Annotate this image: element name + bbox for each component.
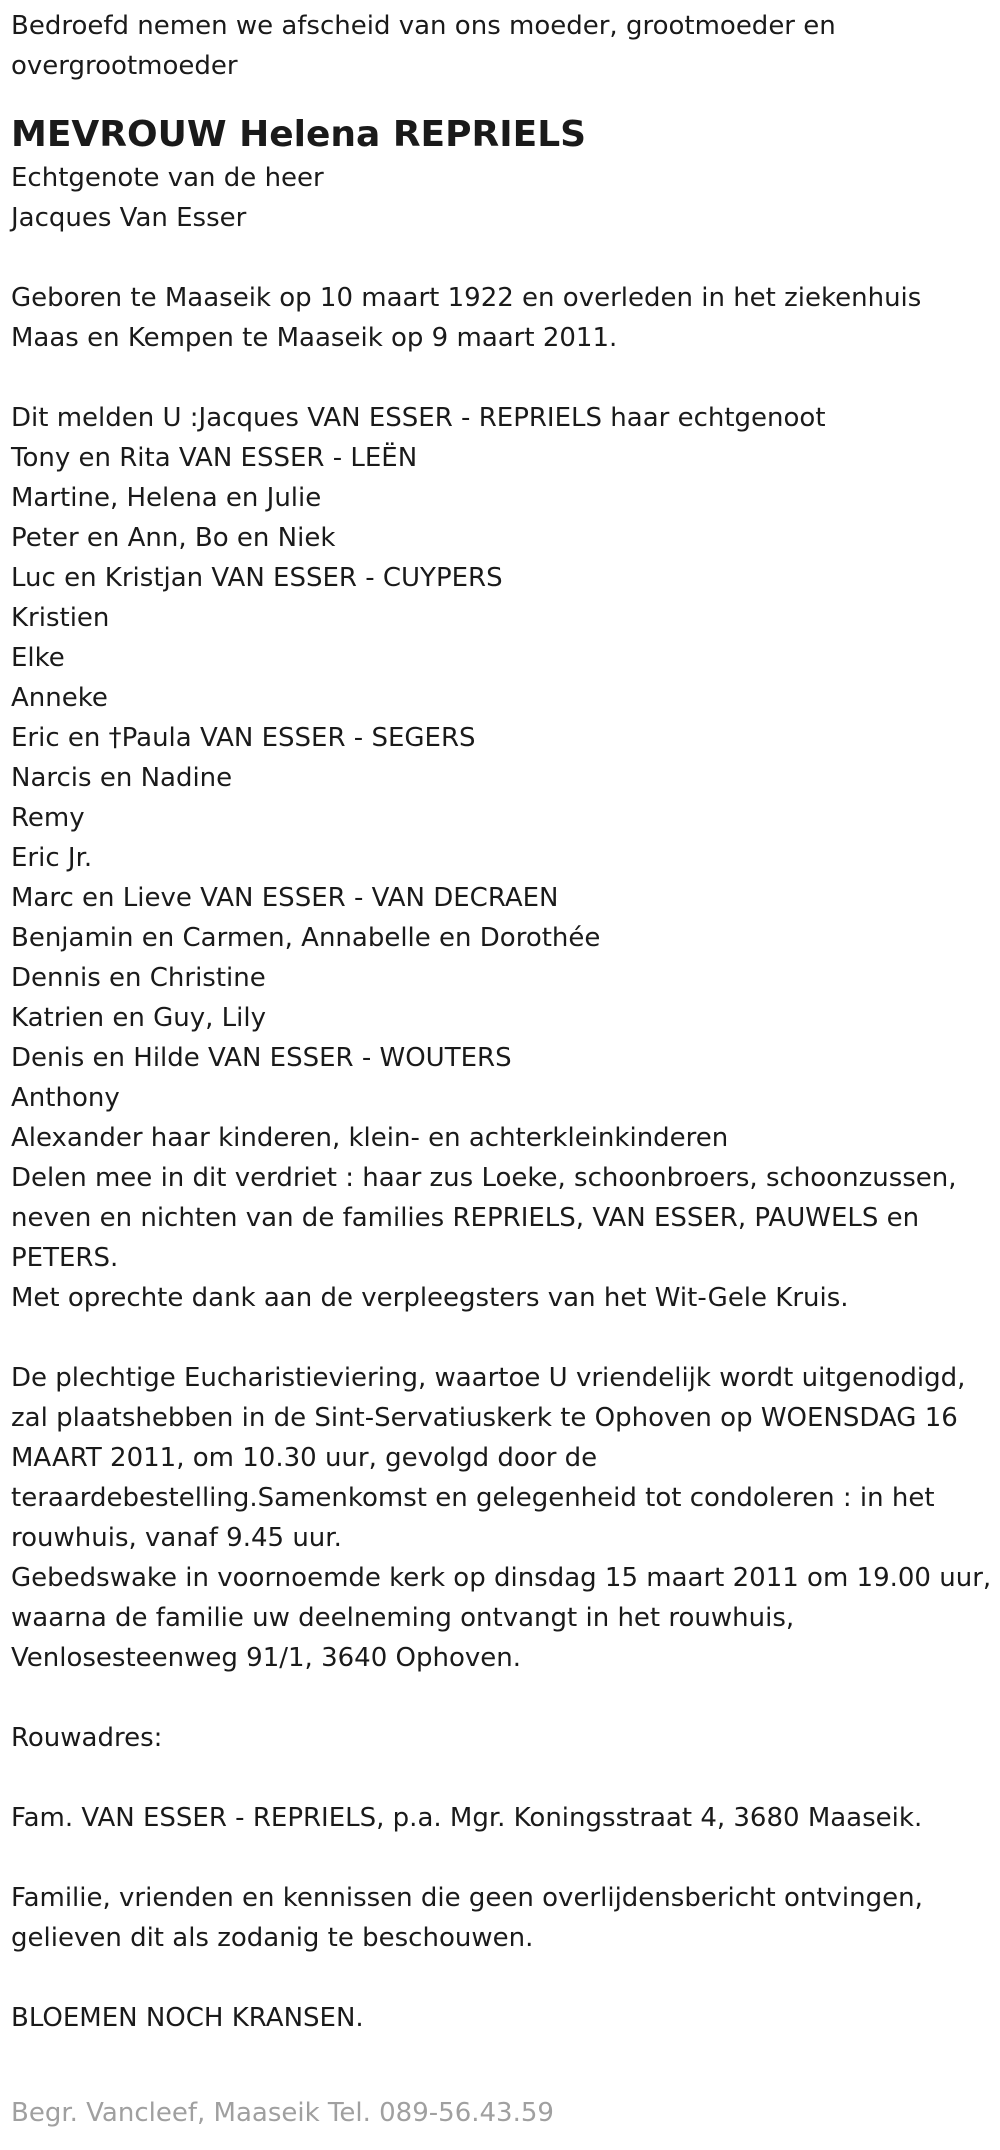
notice-line: Familie, vrienden en kennissen die geen overlijdensbericht ontvingen, [11,1883,923,1913]
family-line: Anneke [11,683,108,713]
family-line: Met oprechte dank aan de verpleegsters van het Wit-Gele Kruis. [11,1283,849,1313]
intro-line: Bedroefd nemen we afscheid van ons moeder, grootmoeder en [11,11,836,41]
family-line: Delen mee in dit verdriet : haar zus Loeke, schoonbroers, schoonzussen, [11,1163,957,1193]
family-line: Peter en Ann, Bo en Niek [11,523,336,553]
family-line: Alexander haar kinderen, klein- en achterkleinkinderen [11,1123,729,1153]
family-list [11,398,1000,1318]
family-line: Marc en Lieve VAN ESSER - VAN DECRAEN [11,883,559,913]
family-line: Narcis en Nadine [11,763,233,793]
family-line: neven en nichten van de families REPRIELS, VAN ESSER, PAUWELS en [11,1203,920,1233]
spacer [11,1318,1000,1358]
family-line: Eric en †Paula VAN ESSER - SEGERS [11,723,476,753]
spacer [11,1838,1000,1878]
family-line: Eric Jr. [11,843,93,873]
family-line: Kristien [11,603,110,633]
family-line: Katrien en Guy, Lily [11,1003,266,1033]
ceremony-line: Venlosesteenweg 91/1, 3640 Ophoven. [11,1643,521,1673]
family-line: Dit melden U :Jacques VAN ESSER - REPRIELS haar echtgenoot [11,403,826,433]
ceremony-line: Gebedswake in voornoemde kerk op dinsdag 15 maart 2011 om 19.00 uur, [11,1563,992,1593]
undertaker-footer: Begr. Vancleef, Maaseik Tel. 089-56.43.59 [11,2098,554,2128]
ceremony-line: MAART 2011, om 10.30 uur, gevolgd door de [11,1443,598,1473]
family-line: Martine, Helena en Julie [11,483,322,513]
family-line: Benjamin en Carmen, Annabelle en Dorothée [11,923,601,953]
spacer [11,238,1000,278]
spacer [11,358,1000,398]
spouse-line: Jacques Van Esser [11,203,247,233]
ceremony-line: rouwhuis, vanaf 9.45 uur. [11,1523,342,1553]
ceremony-line: zal plaatshebben in de Sint-Servatiuskerk te Ophoven op WOENSDAG 16 [11,1403,958,1433]
family-line: Luc en Kristjan VAN ESSER - CUYPERS [11,563,503,593]
spacer [11,1958,1000,1998]
ceremony-line: waarna de familie uw deelneming ontvangt in het rouwhuis, [11,1603,795,1633]
birth-line: Maas en Kempen te Maaseik op 9 maart 2011. [11,323,618,353]
family-line: Elke [11,643,65,673]
spouse-line: Echtgenote van de heer [11,163,324,193]
family-line: Dennis en Christine [11,963,266,993]
spacer [11,1678,1000,1718]
family-line: Tony en Rita VAN ESSER - LEËN [11,443,418,473]
spacer [11,1758,1000,1798]
notice-line: gelieven dit als zodanig te beschouwen. [11,1923,534,1953]
birth-line: Geboren te Maaseik op 10 maart 1922 en overleden in het ziekenhuis [11,283,922,313]
ceremony-line: teraardebestelling.Samenkomst en gelegenheid tot condoleren : in het [11,1483,935,1513]
family-line: Remy [11,803,85,833]
ceremony-details [11,1358,1000,1678]
family-line: PETERS. [11,1243,119,1273]
ceremony-line: De plechtige Eucharistieviering, waartoe U vriendelijk wordt uitgenodigd, [11,1363,966,1393]
intro-line: overgrootmoeder [11,51,238,81]
mourning-address: Fam. VAN ESSER - REPRIELS, p.a. Mgr. Koningsstraat 4, 3680 Maaseik. [11,1803,923,1833]
deceased-name: MEVROUW Helena REPRIELS [11,114,587,155]
no-flowers-notice: BLOEMEN NOCH KRANSEN. [11,2003,364,2033]
family-line: Denis en Hilde VAN ESSER - WOUTERS [11,1043,512,1073]
address-label: Rouwadres: [11,1723,163,1753]
family-line: Anthony [11,1083,120,1113]
